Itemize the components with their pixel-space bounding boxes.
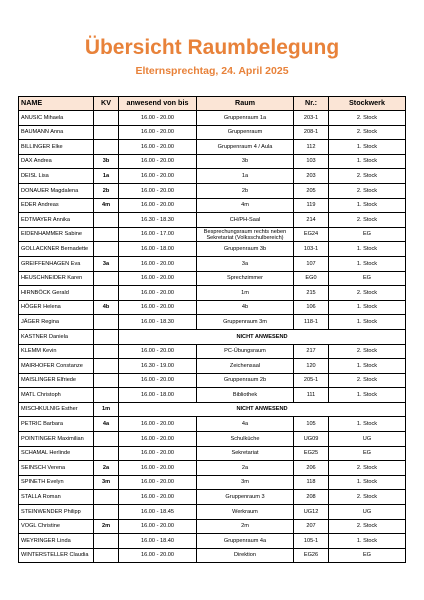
cell-kv (94, 534, 119, 549)
table-row (19, 315, 406, 330)
cell-time: 16.00 - 18.40 (119, 534, 197, 549)
cell-name: HÖGER Helena (19, 300, 94, 315)
cell-kv (94, 111, 119, 126)
cell-time: 16.00 - 20.00 (119, 198, 197, 213)
cell-room: 4m (197, 198, 294, 213)
cell-kv (94, 286, 119, 301)
cell-room: 1m (197, 286, 294, 301)
cell-nr: UG09 (294, 432, 329, 447)
header-name: NAME (19, 97, 94, 111)
cell-room: 1a (197, 169, 294, 184)
cell-name: KLEMM Kevin (19, 344, 94, 359)
room-allocation-table (18, 96, 406, 563)
cell-room: Sprechzimmer (197, 271, 294, 286)
cell-name: KASTNER Daniela (19, 329, 94, 344)
cell-time: 16.00 - 20.00 (119, 111, 197, 126)
cell-floor: 1. Stock (329, 315, 406, 330)
cell-kv (94, 125, 119, 140)
cell-room: Gruppenraum 3m (197, 315, 294, 330)
cell-room: Schulküche (197, 432, 294, 447)
cell-kv: 4b (94, 300, 119, 315)
cell-time: 16.00 - 20.00 (119, 432, 197, 447)
table-row (19, 111, 406, 126)
cell-name: WINTERSTELLER Claudia (19, 548, 94, 563)
cell-kv: 3b (94, 154, 119, 169)
cell-name: STEINWENDER Philipp (19, 505, 94, 520)
table-row (19, 242, 406, 257)
cell-time: 16.30 - 18.30 (119, 213, 197, 228)
cell-room: Gruppenraum (197, 125, 294, 140)
table-row (19, 154, 406, 169)
cell-time: 16.00 - 20.00 (119, 125, 197, 140)
cell-room: Gruppenraum 3 (197, 490, 294, 505)
cell-name: GOLLACKNER Bernadette (19, 242, 94, 257)
cell-name: ANUSIC Mihaela (19, 111, 94, 126)
table-row (19, 140, 406, 155)
cell-floor: UG (329, 505, 406, 520)
cell-nr: 105 (294, 417, 329, 432)
cell-nr: 119 (294, 198, 329, 213)
page-title: Übersicht Raumbelegung (84, 36, 340, 59)
cell-nr: 120 (294, 359, 329, 374)
cell-name: GREIFFENHAGEN Eva (19, 256, 94, 271)
cell-room: Werkraum (197, 505, 294, 520)
cell-kv (94, 388, 119, 403)
cell-nr: 217 (294, 344, 329, 359)
cell-nr: 203 (294, 169, 329, 184)
cell-kv (94, 315, 119, 330)
header-floor: Stockwerk (329, 97, 406, 111)
cell-room: Gruppenraum 4a (197, 534, 294, 549)
table-row (19, 227, 406, 242)
cell-floor: 1. Stock (329, 154, 406, 169)
table-row (19, 300, 406, 315)
cell-floor: 2. Stock (329, 169, 406, 184)
table-row (19, 461, 406, 476)
table-body (19, 111, 406, 563)
table-row (19, 534, 406, 549)
cell-nr: EG25 (294, 446, 329, 461)
cell-room: PC-Übungsraum (197, 344, 294, 359)
header-time: anwesend von bis (119, 97, 197, 111)
cell-name: JÄGER Regina (19, 315, 94, 330)
header-nr: Nr.: (294, 97, 329, 111)
cell-nr: 103 (294, 154, 329, 169)
cell-kv: 4m (94, 198, 119, 213)
cell-name: MAIRHOFER Constanze (19, 359, 94, 374)
cell-kv (94, 548, 119, 563)
cell-room: Gruppenraum 4 / Aula (197, 140, 294, 155)
cell-nr: 106 (294, 300, 329, 315)
cell-nr: 203-1 (294, 111, 329, 126)
table-row (19, 373, 406, 388)
cell-time: 16.00 - 20.00 (119, 154, 197, 169)
cell-absent-note: NICHT ANWESEND (119, 329, 406, 344)
table-row (19, 519, 406, 534)
cell-kv: 1m (94, 402, 119, 417)
cell-nr: UG12 (294, 505, 329, 520)
cell-kv (94, 490, 119, 505)
table-row (19, 417, 406, 432)
cell-kv (94, 227, 119, 242)
cell-floor: 2. Stock (329, 344, 406, 359)
cell-floor: 2. Stock (329, 183, 406, 198)
cell-floor: 1. Stock (329, 300, 406, 315)
cell-nr: 105-1 (294, 534, 329, 549)
cell-floor: 2. Stock (329, 213, 406, 228)
cell-nr: 112 (294, 140, 329, 155)
table-row (19, 213, 406, 228)
table-row (19, 446, 406, 461)
cell-room: Gruppenraum 3b (197, 242, 294, 257)
cell-time: 16.00 - 20.00 (119, 446, 197, 461)
cell-name: WEYRINGER Linda (19, 534, 94, 549)
cell-kv: 1a (94, 169, 119, 184)
cell-nr: 118-1 (294, 315, 329, 330)
table-row (19, 402, 406, 417)
cell-name: POINTINGER Maximilian (19, 432, 94, 447)
cell-absent-note: NICHT ANWESEND (119, 402, 406, 417)
cell-floor: 2. Stock (329, 373, 406, 388)
header-room: Raum (197, 97, 294, 111)
header-kv: KV (94, 97, 119, 111)
cell-time: 16.00 - 18.00 (119, 242, 197, 257)
cell-floor: 1. Stock (329, 198, 406, 213)
cell-time: 16.00 - 20.00 (119, 373, 197, 388)
cell-floor: 2. Stock (329, 519, 406, 534)
cell-nr: EG26 (294, 548, 329, 563)
cell-floor: 1. Stock (329, 256, 406, 271)
cell-kv (94, 446, 119, 461)
cell-time: 16.00 - 18.30 (119, 315, 197, 330)
cell-kv: 2b (94, 183, 119, 198)
cell-name: DAX Andrea (19, 154, 94, 169)
table-row (19, 388, 406, 403)
cell-kv (94, 271, 119, 286)
cell-name: SCHAMAL Herlinde (19, 446, 94, 461)
cell-room: 4b (197, 300, 294, 315)
cell-floor: 2. Stock (329, 490, 406, 505)
cell-floor: 1. Stock (329, 475, 406, 490)
cell-kv (94, 344, 119, 359)
cell-floor: UG (329, 432, 406, 447)
table-row (19, 505, 406, 520)
cell-nr: 118 (294, 475, 329, 490)
cell-nr: 103-1 (294, 242, 329, 257)
table-row (19, 475, 406, 490)
cell-room: Gruppenraum 1a (197, 111, 294, 126)
cell-nr: 206 (294, 461, 329, 476)
cell-room: 4a (197, 417, 294, 432)
table-row (19, 169, 406, 184)
cell-name: HEUSCHNEIDER Karen (19, 271, 94, 286)
table-row (19, 432, 406, 447)
cell-room: 2a (197, 461, 294, 476)
cell-floor: 1. Stock (329, 359, 406, 374)
page-subtitle: Elternsprechtag, 24. April 2025 (135, 65, 289, 77)
cell-floor: 1. Stock (329, 534, 406, 549)
cell-nr: 205 (294, 183, 329, 198)
cell-time: 16.30 - 19.00 (119, 359, 197, 374)
cell-room: 3b (197, 154, 294, 169)
cell-room: Sekretariat (197, 446, 294, 461)
table-row (19, 125, 406, 140)
cell-time: 16.00 - 20.00 (119, 461, 197, 476)
cell-floor: 1. Stock (329, 388, 406, 403)
table-row (19, 344, 406, 359)
cell-nr: 107 (294, 256, 329, 271)
cell-time: 16.00 - 20.00 (119, 140, 197, 155)
cell-room: Bibliothek (197, 388, 294, 403)
cell-floor: 2. Stock (329, 125, 406, 140)
cell-name: SEINSCH Verena (19, 461, 94, 476)
cell-floor: 1. Stock (329, 242, 406, 257)
cell-kv: 2a (94, 461, 119, 476)
cell-time: 16.00 - 20.00 (119, 271, 197, 286)
cell-time: 16.00 - 20.00 (119, 300, 197, 315)
cell-time: 16.00 - 18.00 (119, 388, 197, 403)
cell-kv: 4a (94, 417, 119, 432)
cell-nr: 214 (294, 213, 329, 228)
table-row (19, 359, 406, 374)
cell-room: 2b (197, 183, 294, 198)
cell-name: BAUMANN Anna (19, 125, 94, 140)
cell-name: STALLA Roman (19, 490, 94, 505)
cell-time: 16.00 - 20.00 (119, 183, 197, 198)
table-row (19, 198, 406, 213)
cell-floor: EG (329, 271, 406, 286)
table-row (19, 548, 406, 563)
cell-kv (94, 432, 119, 447)
cell-time: 16.00 - 20.00 (119, 548, 197, 563)
cell-kv (94, 505, 119, 520)
cell-floor: 1. Stock (329, 140, 406, 155)
table-row (19, 271, 406, 286)
cell-name: EDER Andreas (19, 198, 94, 213)
cell-name: BILLINGER Elke (19, 140, 94, 155)
cell-name: MATL Christoph (19, 388, 94, 403)
cell-name: EIDENHAMMER Sabine (19, 227, 94, 242)
cell-floor: EG (329, 548, 406, 563)
table-row (19, 286, 406, 301)
cell-room: Gruppenraum 2b (197, 373, 294, 388)
cell-time: 16.00 - 20.00 (119, 475, 197, 490)
cell-kv (94, 329, 119, 344)
cell-room: 3m (197, 475, 294, 490)
cell-floor: EG (329, 227, 406, 242)
cell-floor: 2. Stock (329, 111, 406, 126)
cell-name: HIRNBÖCK Gerald (19, 286, 94, 301)
cell-kv: 3m (94, 475, 119, 490)
cell-kv (94, 213, 119, 228)
cell-time: 16.00 - 20.00 (119, 169, 197, 184)
cell-name: VOGL Christine (19, 519, 94, 534)
table-header-row (19, 97, 406, 111)
table-row (19, 329, 406, 344)
cell-time: 16.00 - 20.00 (119, 519, 197, 534)
cell-room: 3a (197, 256, 294, 271)
cell-kv: 2m (94, 519, 119, 534)
cell-time: 16.00 - 18.45 (119, 505, 197, 520)
cell-name: MAISLINGER Elfriede (19, 373, 94, 388)
cell-nr: 208-1 (294, 125, 329, 140)
cell-room: 2m (197, 519, 294, 534)
cell-kv (94, 373, 119, 388)
cell-nr: EG24 (294, 227, 329, 242)
cell-time: 16.00 - 20.00 (119, 490, 197, 505)
cell-time: 16.00 - 20.00 (119, 417, 197, 432)
cell-kv: 3a (94, 256, 119, 271)
table-row (19, 490, 406, 505)
cell-name: MISCHKULNIG Esther (19, 402, 94, 417)
cell-name: DONAUER Magdalena (19, 183, 94, 198)
cell-time: 16.00 - 20.00 (119, 256, 197, 271)
table-row (19, 183, 406, 198)
cell-room: Zeichensaal (197, 359, 294, 374)
cell-nr: 205-1 (294, 373, 329, 388)
cell-room: CH/PH-Saal (197, 213, 294, 228)
cell-nr: 215 (294, 286, 329, 301)
cell-name: SPINETH Evelyn (19, 475, 94, 490)
cell-name: EDTMAYER Annika (19, 213, 94, 228)
cell-floor: 2. Stock (329, 461, 406, 476)
cell-nr: EG0 (294, 271, 329, 286)
cell-nr: 207 (294, 519, 329, 534)
cell-floor: 1. Stock (329, 417, 406, 432)
cell-kv (94, 140, 119, 155)
cell-floor: EG (329, 446, 406, 461)
cell-room: Besprechungsraum rechts neben Sekretariat (Volksschulbereich) (197, 227, 294, 242)
cell-name: PETRIC Barbara (19, 417, 94, 432)
cell-time: 16.00 - 20.00 (119, 286, 197, 301)
cell-time: 16.00 - 17.00 (119, 227, 197, 242)
cell-floor: 2. Stock (329, 286, 406, 301)
table-row (19, 256, 406, 271)
cell-time: 16.00 - 20.00 (119, 344, 197, 359)
cell-nr: 111 (294, 388, 329, 403)
cell-room: Direktion (197, 548, 294, 563)
cell-nr: 208 (294, 490, 329, 505)
cell-kv (94, 359, 119, 374)
cell-name: DEISL Lisa (19, 169, 94, 184)
cell-kv (94, 242, 119, 257)
